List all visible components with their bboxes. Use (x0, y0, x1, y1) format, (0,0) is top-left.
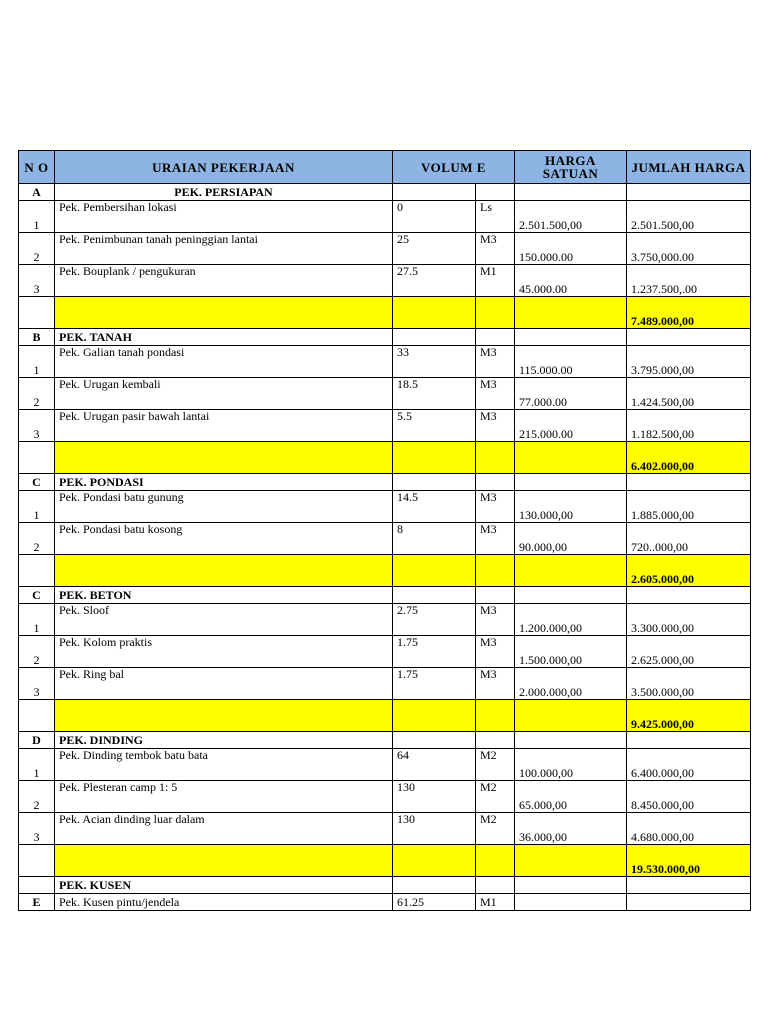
table-row (19, 233, 751, 265)
table-row (19, 201, 751, 233)
item-no: 1 (19, 749, 55, 781)
item-description: Pek. Plesteran camp 1: 5 (55, 781, 393, 813)
item-unit: M3 (476, 233, 515, 265)
item-volume: 130 (393, 813, 476, 845)
subtotal-amount: 2.605.000,00 (627, 555, 751, 587)
item-no: 2 (19, 781, 55, 813)
item-no: 1 (19, 491, 55, 523)
item-volume: 1.75 (393, 636, 476, 668)
item-no: 1 (19, 201, 55, 233)
item-no: 3 (19, 265, 55, 297)
table-body (19, 184, 751, 911)
section-code: D (19, 732, 55, 749)
item-volume: 14.5 (393, 491, 476, 523)
item-description: Pek. Kusen pintu/jendela (55, 894, 393, 911)
table-row (19, 410, 751, 442)
section-title: PEK. KUSEN (55, 877, 393, 894)
header-row (19, 151, 751, 184)
subtotal-row (19, 700, 751, 732)
section-title: PEK. PERSIAPAN (55, 184, 393, 201)
table-row (19, 346, 751, 378)
section-code: C (19, 474, 55, 491)
item-description: Pek. Sloof (55, 604, 393, 636)
item-volume: 33 (393, 346, 476, 378)
item-amount: 2.625.000,00 (627, 636, 751, 668)
item-description: Pek. Pondasi batu gunung (55, 491, 393, 523)
item-amount: 1.885.000,00 (627, 491, 751, 523)
item-description: Pek. Urugan pasir bawah lantai (55, 410, 393, 442)
item-unit: M3 (476, 346, 515, 378)
subtotal-amount: 19.530.000,00 (627, 845, 751, 877)
header-jumlah-harga: JUMLAH HARGA (627, 151, 751, 184)
item-amount: 2.501.500,00 (627, 201, 751, 233)
subtotal-amount: 6.402.000,00 (627, 442, 751, 474)
item-description: Pek. Pondasi batu kosong (55, 523, 393, 555)
item-unit-price: 150.000.00 (515, 233, 627, 265)
item-amount: 1.424.500,00 (627, 378, 751, 410)
section-row (19, 474, 751, 491)
subtotal-row (19, 297, 751, 329)
item-description: Pek. Penimbunan tanah peninggian lantai (55, 233, 393, 265)
table-row (19, 378, 751, 410)
item-unit-price: 115.000.00 (515, 346, 627, 378)
section-title: PEK. PONDASI (55, 474, 393, 491)
table-row (19, 636, 751, 668)
subtotal-amount: 7.489.000,00 (627, 297, 751, 329)
item-volume: 5.5 (393, 410, 476, 442)
header-uraian: URAIAN PEKERJAAN (55, 151, 393, 184)
item-unit-price: 77.000.00 (515, 378, 627, 410)
section-row (19, 877, 751, 894)
item-description: Pek. Dinding tembok batu bata (55, 749, 393, 781)
item-description: Pek. Kolom praktis (55, 636, 393, 668)
item-no: E (19, 894, 55, 911)
item-unit: M3 (476, 491, 515, 523)
item-unit-price: 2.000.000,00 (515, 668, 627, 700)
item-volume: 8 (393, 523, 476, 555)
item-amount: 1.237.500,.00 (627, 265, 751, 297)
table-row (19, 604, 751, 636)
item-unit: M3 (476, 523, 515, 555)
item-no: 1 (19, 346, 55, 378)
section-row (19, 732, 751, 749)
item-amount: 3.795.000,00 (627, 346, 751, 378)
item-amount: 3.300.000,00 (627, 604, 751, 636)
item-unit: M3 (476, 668, 515, 700)
table-row (19, 781, 751, 813)
item-unit-price: 90.000,00 (515, 523, 627, 555)
item-volume: 1.75 (393, 668, 476, 700)
item-volume: 61.25 (393, 894, 476, 911)
table-row (19, 813, 751, 845)
item-amount: 720..000,00 (627, 523, 751, 555)
item-description: Pek. Galian tanah pondasi (55, 346, 393, 378)
item-description: Pek. Pembersihan lokasi (55, 201, 393, 233)
item-amount: 3.750,000.00 (627, 233, 751, 265)
item-unit: M2 (476, 813, 515, 845)
item-volume: 64 (393, 749, 476, 781)
item-amount: 3.500.000,00 (627, 668, 751, 700)
item-unit: M3 (476, 604, 515, 636)
item-unit-price: 45.000.00 (515, 265, 627, 297)
table-row (19, 894, 751, 911)
header-harga-satuan: HARGA SATUAN (515, 151, 627, 184)
cost-estimate-table (18, 150, 751, 911)
item-no: 3 (19, 668, 55, 700)
item-unit: M3 (476, 636, 515, 668)
table-row (19, 523, 751, 555)
item-unit: M1 (476, 894, 515, 911)
subtotal-amount: 9.425.000,00 (627, 700, 751, 732)
section-row (19, 587, 751, 604)
section-title: PEK. BETON (55, 587, 393, 604)
table-row (19, 749, 751, 781)
item-volume: 130 (393, 781, 476, 813)
table-row (19, 668, 751, 700)
subtotal-row (19, 845, 751, 877)
item-amount: 6.400.000,00 (627, 749, 751, 781)
section-row (19, 329, 751, 346)
subtotal-row (19, 555, 751, 587)
item-unit-price: 130.000,00 (515, 491, 627, 523)
table-row (19, 491, 751, 523)
section-row (19, 184, 751, 201)
item-unit: Ls (476, 201, 515, 233)
item-volume: 27.5 (393, 265, 476, 297)
item-unit-price: 65.000,00 (515, 781, 627, 813)
item-volume: 0 (393, 201, 476, 233)
item-unit-price: 215.000.00 (515, 410, 627, 442)
item-unit: M1 (476, 265, 515, 297)
item-unit-price: 1.200.000,00 (515, 604, 627, 636)
item-unit: M2 (476, 749, 515, 781)
item-no: 2 (19, 523, 55, 555)
item-no: 2 (19, 636, 55, 668)
header-volume: VOLUM E (393, 151, 515, 184)
item-description: Pek. Bouplank / pengukuran (55, 265, 393, 297)
item-description: Pek. Acian dinding luar dalam (55, 813, 393, 845)
item-description: Pek. Ring bal (55, 668, 393, 700)
item-description: Pek. Urugan kembali (55, 378, 393, 410)
item-volume: 25 (393, 233, 476, 265)
item-unit-price: 2.501.500,00 (515, 201, 627, 233)
item-no: 3 (19, 410, 55, 442)
item-no: 2 (19, 233, 55, 265)
section-code: A (19, 184, 55, 201)
section-title: PEK. DINDING (55, 732, 393, 749)
section-code: B (19, 329, 55, 346)
item-amount: 1.182.500,00 (627, 410, 751, 442)
item-unit: M3 (476, 378, 515, 410)
subtotal-row (19, 442, 751, 474)
item-no: 2 (19, 378, 55, 410)
section-title: PEK. TANAH (55, 329, 393, 346)
item-no: 3 (19, 813, 55, 845)
item-unit-price: 36.000,00 (515, 813, 627, 845)
item-amount: 4.680.000,00 (627, 813, 751, 845)
item-unit: M2 (476, 781, 515, 813)
item-unit: M3 (476, 410, 515, 442)
table-row (19, 265, 751, 297)
section-code: C (19, 587, 55, 604)
item-volume: 18.5 (393, 378, 476, 410)
header-no: N O (19, 151, 55, 184)
item-volume: 2.75 (393, 604, 476, 636)
item-amount: 8.450.000,00 (627, 781, 751, 813)
item-no: 1 (19, 604, 55, 636)
item-unit-price: 1.500.000,00 (515, 636, 627, 668)
item-unit-price: 100.000,00 (515, 749, 627, 781)
